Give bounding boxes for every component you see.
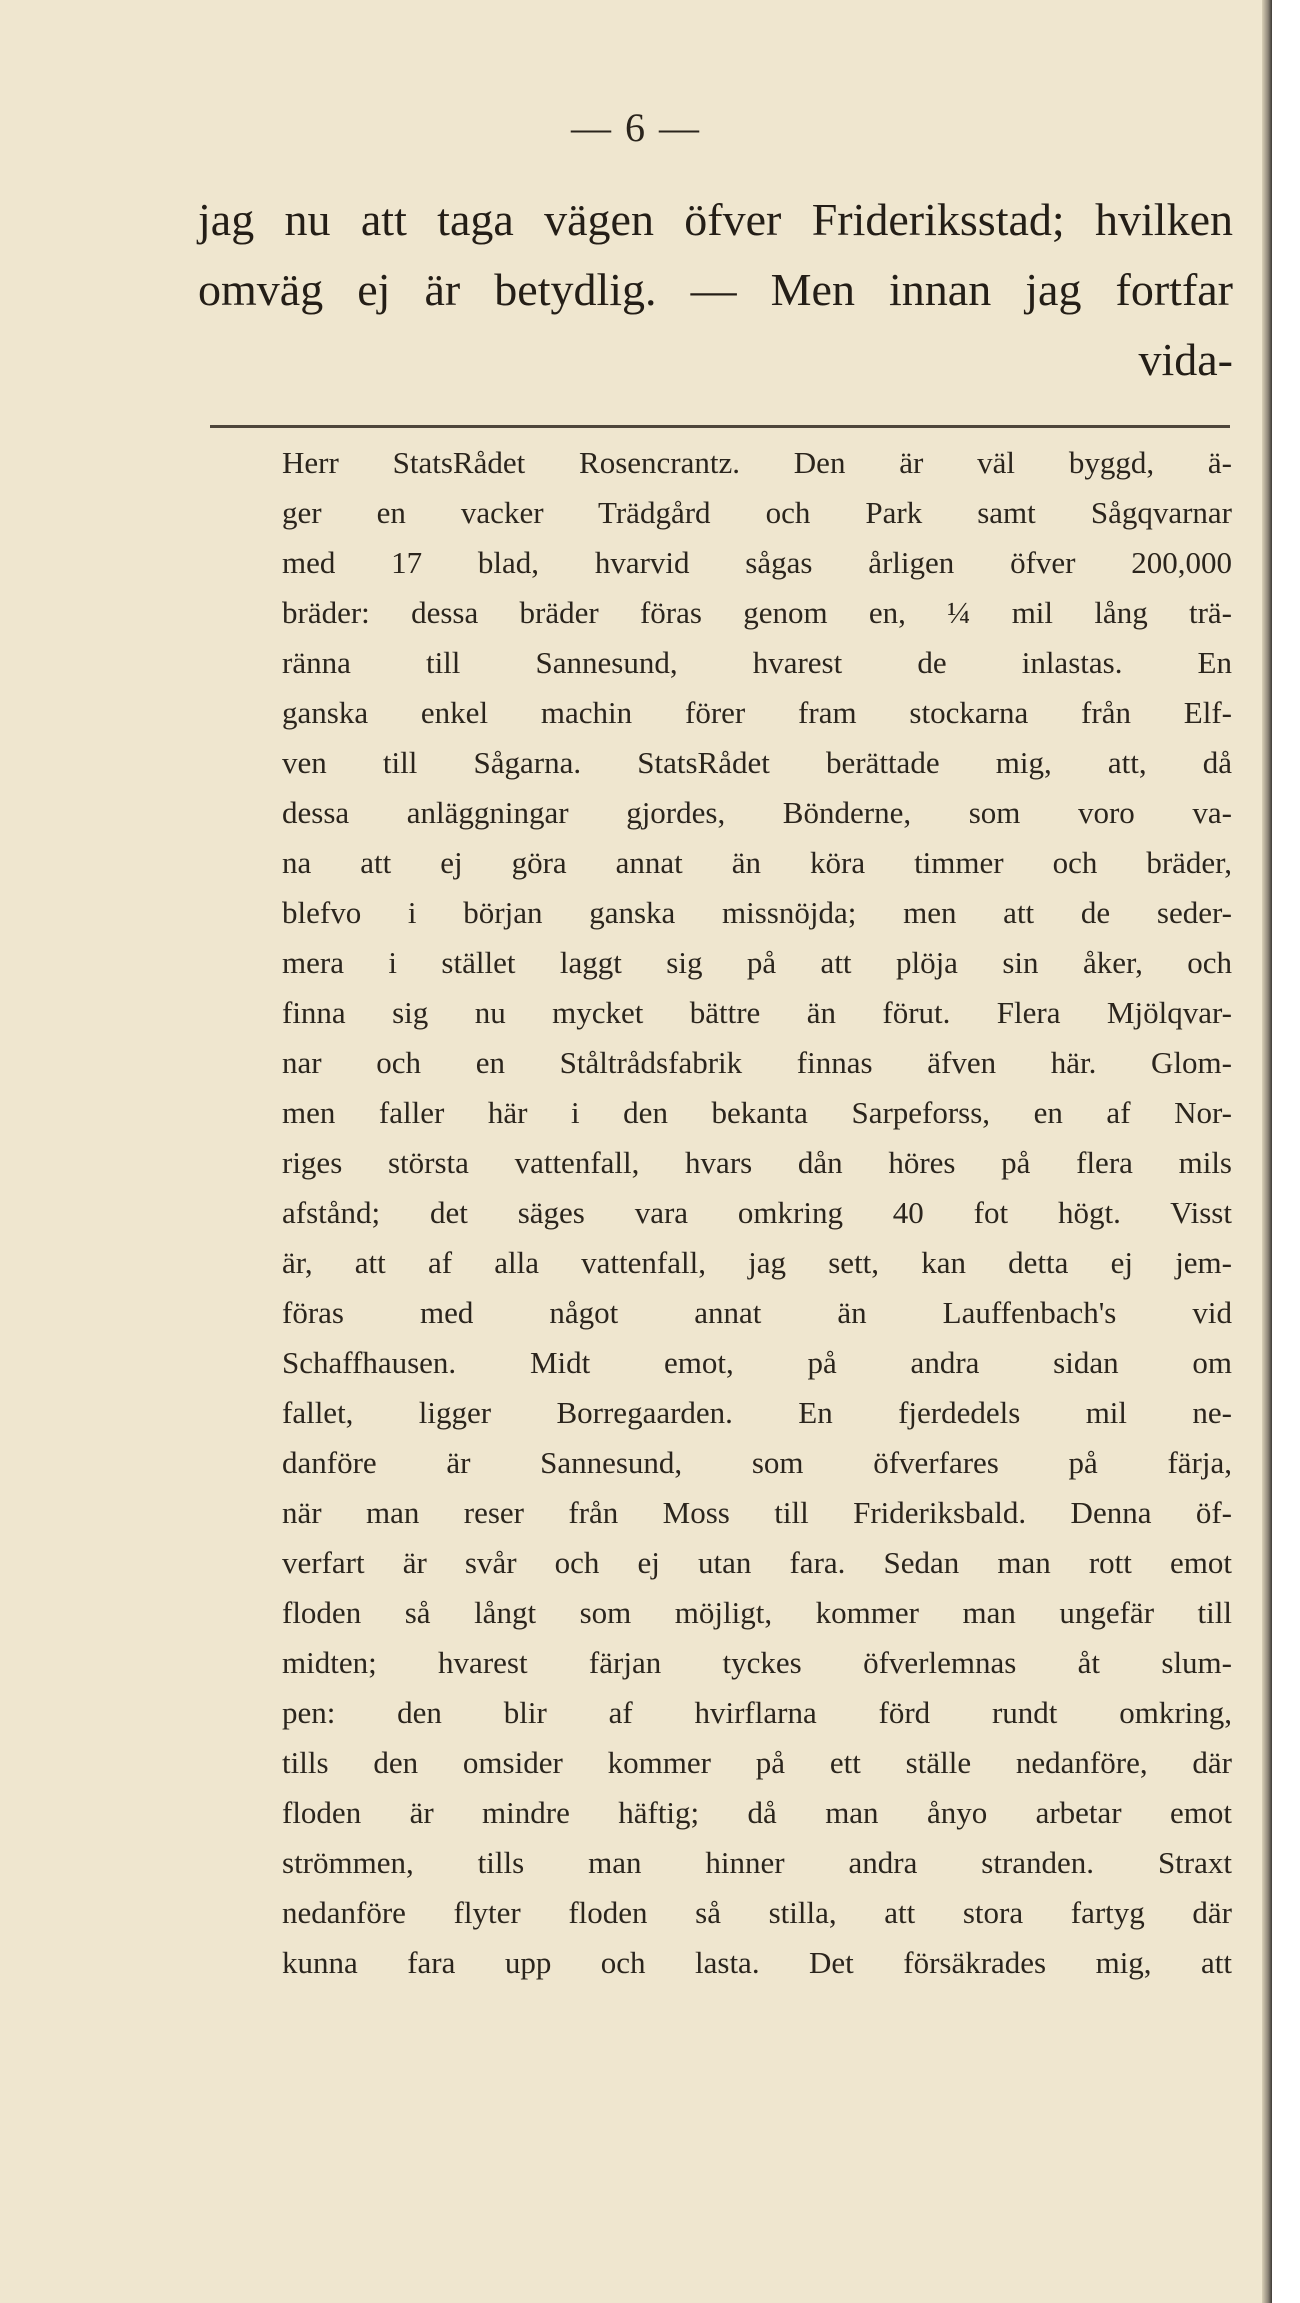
footnote-line: med 17 blad, hvarvid sågas årligen öfver 200,000 <box>282 545 1232 580</box>
main-text <box>198 185 1233 395</box>
catchword: vida- <box>1138 334 1233 385</box>
footnote-line: verfart är svår och ej utan fara. Sedan man rott emot <box>282 1545 1232 1580</box>
footnote-line: afstånd; det säges vara omkring 40 fot högt. Visst <box>282 1195 1232 1230</box>
footnote-line: finna sig nu mycket bättre än förut. Flera Mjölqvar- <box>282 995 1232 1030</box>
page-spine-shadow <box>1262 0 1272 2303</box>
scan-margin <box>1272 0 1300 2303</box>
footnote-line: floden så långt som möjligt, kommer man ungefär till <box>282 1595 1232 1630</box>
page-number: — 6 — <box>571 105 701 150</box>
footnote-line: ränna till Sannesund, hvarest de inlastas. En <box>282 645 1232 680</box>
footnote-line: kunna fara upp och lasta. Det försäkrades mig, att <box>282 1945 1232 1980</box>
footnote-line: tills den omsider kommer på ett ställe nedanföre, där <box>282 1745 1232 1780</box>
footnote-line: na att ej göra annat än köra timmer och bräder, <box>282 845 1232 880</box>
footnote-line: mera i stället laggt sig på att plöja sin åker, och <box>282 945 1232 980</box>
footnote-line: Herr StatsRådet Rosencrantz. Den är väl byggd, ä- <box>282 445 1232 480</box>
footnote-line: danföre är Sannesund, som öfverfares på färja, <box>282 1445 1232 1480</box>
footnote-line: bräder: dessa bräder föras genom en, ¼ mil lång trä- <box>282 595 1232 630</box>
main-text-line: jag nu att taga vägen öfver Frideriksstad; hvilken <box>198 194 1233 245</box>
footnote-line: när man reser från Moss till Frideriksbald. Denna öf- <box>282 1495 1232 1530</box>
footnote-line: pen: den blir af hvirflarna förd rundt omkring, <box>282 1695 1232 1730</box>
footnote-line: nedanföre flyter floden så stilla, att stora fartyg där <box>282 1895 1232 1930</box>
footnote-line: blefvo i början ganska missnöjda; men att de seder- <box>282 895 1232 930</box>
footnote-line: nar och en Ståltrådsfabrik finnas äfven här. Glom- <box>282 1045 1232 1080</box>
footnote-line: Schaffhausen. Midt emot, på andra sidan om <box>282 1345 1232 1380</box>
footnote-line: ven till Sågarna. StatsRådet berättade mig, att, då <box>282 745 1232 780</box>
footnote-line: föras med något annat än Lauffenbach's vid <box>282 1295 1232 1330</box>
footnote-line: fallet, ligger Borregaarden. En fjerdedels mil ne- <box>282 1395 1232 1430</box>
footnote-line: floden är mindre häftig; då man ånyo arbetar emot <box>282 1795 1232 1830</box>
footnote-rule <box>210 425 1230 428</box>
footnote <box>282 438 1232 1988</box>
footnote-line: midten; hvarest färjan tyckes öfverlemnas åt slum- <box>282 1645 1232 1680</box>
main-text-line: omväg ej är betydlig. — Men innan jag fortfar <box>198 264 1233 315</box>
footnote-line: är, att af alla vattenfall, jag sett, kan detta ej jem- <box>282 1245 1232 1280</box>
footnote-line: dessa anläggningar gjordes, Bönderne, som voro va- <box>282 795 1232 830</box>
footnote-line: riges största vattenfall, hvars dån höres på flera mils <box>282 1145 1232 1180</box>
footnote-line: men faller här i den bekanta Sarpeforss, en af Nor- <box>282 1095 1232 1130</box>
footnote-line: ganska enkel machin förer fram stockarna från Elf- <box>282 695 1232 730</box>
footnote-line: ger en vacker Trädgård och Park samt Sågqvarnar <box>282 495 1232 530</box>
footnote-line: strömmen, tills man hinner andra stranden. Straxt <box>282 1845 1232 1880</box>
